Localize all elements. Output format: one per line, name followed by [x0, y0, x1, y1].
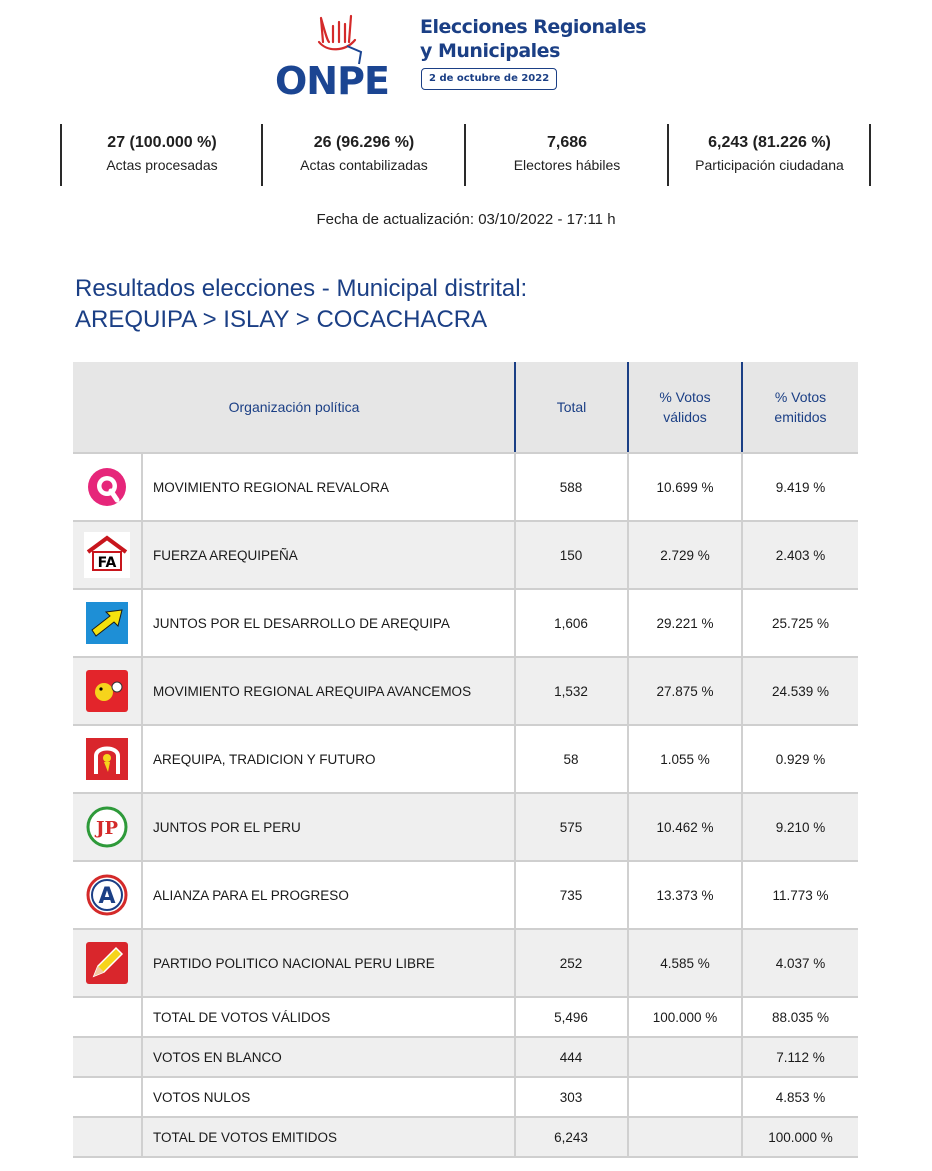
table-body	[73, 452, 858, 1158]
svg-text:A: A	[98, 884, 116, 909]
vote-total: 444	[559, 1049, 583, 1065]
column-divider	[141, 454, 143, 520]
percent-valid: 13.373 %	[656, 887, 714, 903]
vote-total: 5,496	[554, 1009, 588, 1025]
percent-valid: 10.462 %	[656, 819, 714, 835]
column-header-emitted-line2: emitidos	[774, 409, 827, 425]
percent-emitted: 24.539 %	[771, 683, 830, 699]
election-title-line1: Elecciones Regionales	[420, 16, 647, 38]
page-title: Resultados elecciones - Municipal distrital:	[75, 275, 528, 302]
percent-valid: 2.729 %	[660, 547, 710, 563]
party-name: MOVIMIENTO REGIONAL AREQUIPA AVANCEMOS	[153, 683, 472, 699]
tradicion-futuro-logo	[84, 736, 130, 782]
stat-label: Actas procesadas	[106, 157, 218, 173]
column-divider	[141, 930, 143, 996]
percent-valid: 4.585 %	[660, 955, 710, 971]
column-divider	[141, 794, 143, 860]
summary-row	[73, 1036, 858, 1076]
party-name: VOTOS EN BLANCO	[153, 1049, 282, 1065]
onpe-logo-text: ONPE	[275, 59, 389, 103]
party-name: AREQUIPA, TRADICION Y FUTURO	[153, 751, 376, 767]
table-row	[73, 656, 858, 724]
election-title-line2: y Municipales	[420, 40, 560, 62]
percent-valid	[629, 1038, 741, 1076]
vote-total: 735	[559, 887, 583, 903]
party-name: PARTIDO POLITICO NACIONAL PERU LIBRE	[153, 955, 435, 971]
stat-actas-procesadas	[62, 124, 262, 186]
percent-valid: 10.699 %	[656, 479, 714, 495]
percent-valid: 29.221 %	[656, 615, 714, 631]
column-divider	[141, 1118, 143, 1156]
percent-emitted: 88.035 %	[771, 1009, 830, 1025]
stat-value: 27 (100.000 %)	[107, 134, 217, 151]
percent-emitted: 4.853 %	[775, 1089, 826, 1105]
percent-emitted: 4.037 %	[775, 955, 826, 971]
peru-libre-logo	[84, 940, 130, 986]
party-logo-cell	[73, 590, 141, 656]
column-divider	[141, 726, 143, 792]
onpe-header	[275, 12, 675, 102]
table-row	[73, 792, 858, 860]
revalora-logo	[84, 464, 130, 510]
percent-emitted: 0.929 %	[775, 751, 826, 767]
vote-total: 6,243	[554, 1129, 588, 1145]
percent-emitted: 2.403 %	[775, 547, 826, 563]
table-row	[73, 520, 858, 588]
table-header	[73, 362, 858, 452]
column-divider	[141, 1078, 143, 1116]
party-logo-cell	[73, 930, 141, 996]
stat-value: 26 (96.296 %)	[313, 134, 415, 151]
column-header-emitted	[743, 362, 858, 452]
stat-value: 7,686	[546, 134, 588, 151]
column-divider	[141, 522, 143, 588]
table-row	[73, 452, 858, 520]
update-timestamp: Fecha de actualización: 03/10/2022 - 17:11 h	[316, 211, 616, 228]
party-logo-cell	[73, 522, 141, 588]
vote-total: 588	[559, 479, 583, 495]
percent-emitted: 25.725 %	[771, 615, 830, 631]
fuerza-arequipena-logo	[84, 532, 130, 578]
table-row	[73, 928, 858, 996]
stat-value: 6,243 (81.226 %)	[708, 134, 831, 151]
svg-text:FA: FA	[97, 555, 117, 571]
column-divider	[141, 1038, 143, 1076]
column-header-total: Total	[556, 399, 587, 415]
percent-valid	[629, 1078, 741, 1116]
stat-divider	[869, 124, 871, 186]
summary-row	[73, 996, 858, 1036]
party-logo-cell	[73, 862, 141, 928]
percent-emitted: 9.419 %	[775, 479, 826, 495]
vote-total: 575	[559, 819, 583, 835]
app-logo	[84, 872, 130, 918]
table-row	[73, 860, 858, 928]
stat-label: Participación ciudadana	[695, 157, 844, 173]
vote-total: 303	[559, 1089, 583, 1105]
svg-text:JP: JP	[95, 818, 119, 839]
percent-valid	[629, 1118, 741, 1156]
table-row	[73, 588, 858, 656]
juntos-peru-logo	[84, 804, 130, 850]
party-name: JUNTOS POR EL DESARROLLO DE AREQUIPA	[153, 615, 450, 631]
stat-electores-habiles	[466, 124, 668, 186]
vote-total: 1,606	[554, 615, 588, 631]
party-logo-cell	[73, 794, 141, 860]
stat-label: Electores hábiles	[513, 157, 621, 173]
summary-row	[73, 1076, 858, 1116]
election-date-badge: 2 de octubre de 2022	[421, 68, 557, 90]
party-name: TOTAL DE VOTOS VÁLIDOS	[153, 1009, 331, 1025]
percent-valid: 27.875 %	[656, 683, 714, 699]
percent-valid: 1.055 %	[660, 751, 710, 767]
vote-total: 58	[563, 751, 579, 767]
party-logo-cell	[73, 454, 141, 520]
column-header-valid-line2: válidos	[663, 409, 707, 425]
vote-total: 150	[559, 547, 583, 563]
party-name: VOTOS NULOS	[153, 1089, 251, 1105]
percent-emitted: 11.773 %	[772, 887, 829, 903]
column-divider	[141, 590, 143, 656]
vote-total: 252	[559, 955, 583, 971]
column-header-valid-line1: % Votos	[659, 389, 711, 405]
percent-emitted: 100.000 %	[768, 1129, 833, 1145]
party-name: MOVIMIENTO REGIONAL REVALORA	[153, 479, 390, 495]
party-name: ALIANZA PARA EL PROGRESO	[153, 887, 349, 903]
avancemos-logo	[84, 668, 130, 714]
party-logo-cell	[73, 658, 141, 724]
percent-valid: 100.000 %	[652, 1009, 718, 1025]
summary-row	[73, 1116, 858, 1158]
stats-bar	[60, 124, 872, 186]
column-divider	[141, 862, 143, 928]
vote-total: 1,532	[554, 683, 588, 699]
juntos-desarrollo-logo	[84, 600, 130, 646]
table-row	[73, 724, 858, 792]
column-divider	[141, 658, 143, 724]
party-name: FUERZA AREQUIPEÑA	[153, 547, 298, 563]
column-header-valid	[629, 362, 741, 452]
breadcrumb: AREQUIPA > ISLAY > COCACHACRA	[75, 306, 488, 333]
stat-actas-contabilizadas	[263, 124, 465, 186]
percent-emitted: 9.210 %	[775, 819, 826, 835]
column-divider	[141, 998, 143, 1036]
column-header-emitted-line1: % Votos	[774, 389, 827, 405]
stat-participacion	[669, 124, 870, 186]
results-table	[73, 362, 858, 1158]
party-logo-cell	[73, 726, 141, 792]
percent-emitted: 7.112 %	[776, 1049, 825, 1065]
stat-label: Actas contabilizadas	[300, 157, 428, 173]
column-header-organization: Organización política	[228, 399, 360, 415]
party-name: JUNTOS POR EL PERU	[153, 819, 301, 835]
party-name: TOTAL DE VOTOS EMITIDOS	[153, 1129, 338, 1145]
